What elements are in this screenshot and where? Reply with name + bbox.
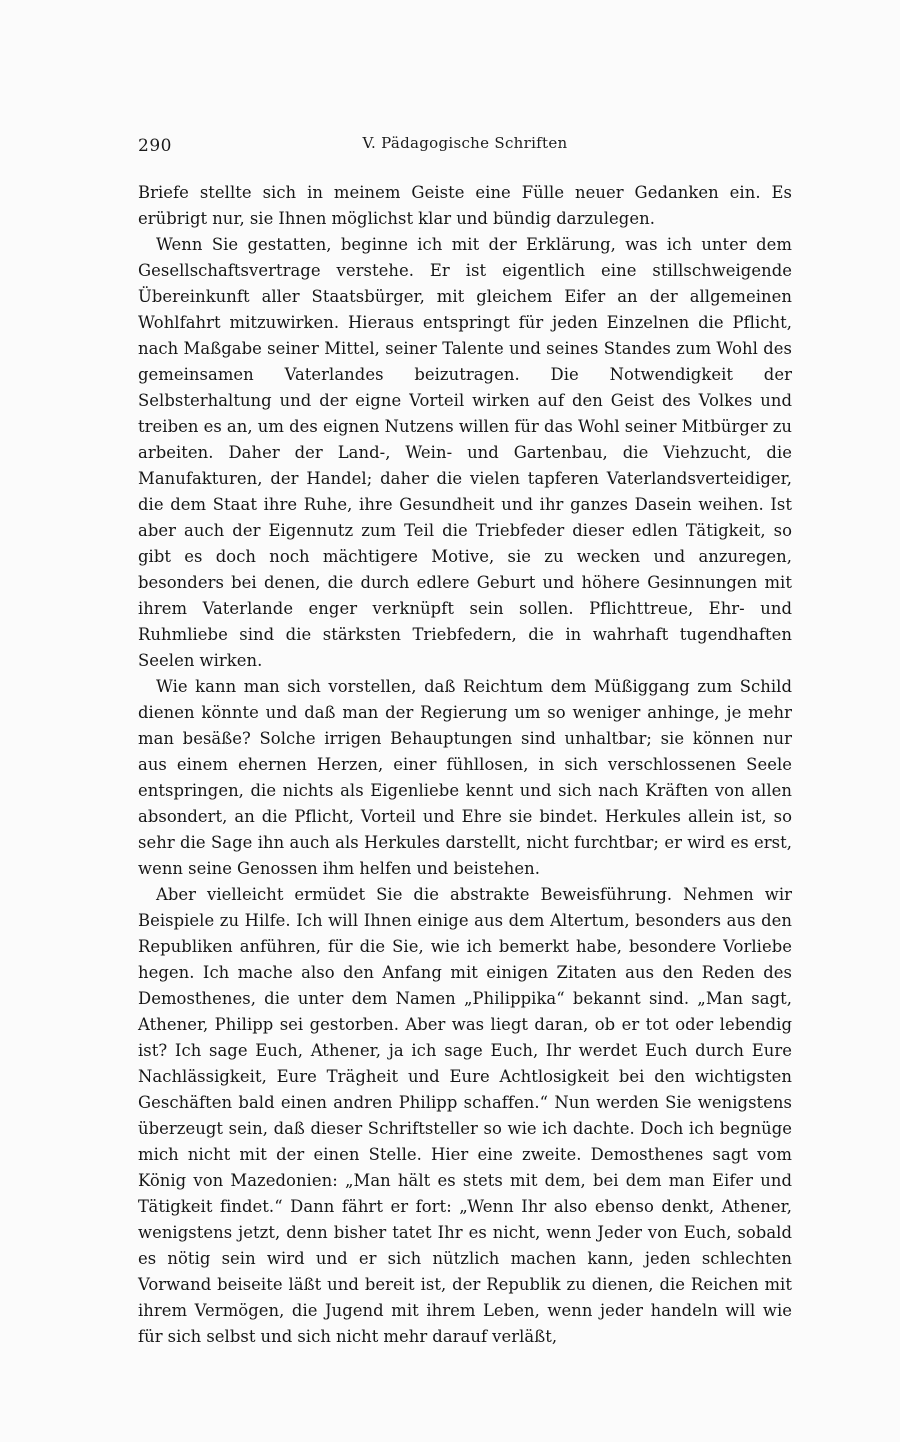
running-title: V. Pädagogische Schriften bbox=[362, 134, 568, 152]
book-page bbox=[138, 132, 792, 1350]
paragraph-social-contract: Wenn Sie gestatten, beginne ich mit der Erklärung, was ich unter dem Gesellschaftsvertrage verstehe. Er ist eigentlich eine stillschweigende Übereinkunft aller Staatsbürger, mit gleichem Eifer an der allgemeinen Wohlfahrt mitzuwirken. Hieraus entspringt für jeden Einzelnen die Pflicht, nach Maßgabe seiner Mittel, seiner Talente und seines Standes zum Wohl des gemeinsamen Vaterlandes beizutragen. Die Notwendigkeit der Selbsterhaltung und der eigne Vorteil wirken auf den Geist des Volkes und treiben es an, um des eignen Nutzens willen für das Wohl seiner Mitbürger zu arbeiten. Daher der Land-, Wein- und Gartenbau, die Viehzucht, die Manufakturen, der Handel; daher die vielen tapferen Vaterlandsverteidiger, die dem Staat ihre Ruhe, ihre Gesundheit und ihr ganzes Dasein weihen. Ist aber auch der Eigennutz zum Teil die Triebfeder dieser edlen Tätigkeit, so gibt es doch noch mächtigere Motive, sie zu wecken und anzuregen, besonders bei denen, die durch edlere Geburt und höhere Gesinnungen mit ihrem Vaterlande enger verknüpft sein sollen. Pflichttreue, Ehr- und Ruhmliebe sind die stärksten Triebfedern, die in wahrhaft tugendhaften Seelen wirken. bbox=[138, 235, 792, 670]
paragraph-continuation: Briefe stellte sich in meinem Geiste eine Fülle neuer Gedanken ein. Es erübrigt nur, sie Ihnen möglichst klar und bündig darzulegen. bbox=[138, 183, 792, 228]
page-number: 290 bbox=[138, 136, 172, 156]
paragraph-demosthenes: Aber vielleicht ermüdet Sie die abstrakte Beweisführung. Nehmen wir Beispiele zu Hilfe. Ich will Ihnen einige aus dem Altertum, besonders aus den Republiken anführen, für die Sie, wie ich bemerkt habe, besondere Vorliebe hegen. Ich mache also den Anfang mit einigen Zitaten aus den Reden des Demosthenes, die unter dem Namen „Philippika“ bekannt sind. „Man sagt, Athener, Philipp sei gestorben. Aber was liegt daran, ob er tot oder lebendig ist? Ich sage Euch, Athener, ja ich sage Euch, Ihr werdet Euch durch Eure Nachlässigkeit, Eure Trägheit und Eure Achtlosigkeit bei den wichtigsten Geschäften bald einen andren Philipp schaffen.“ Nun werden Sie wenigstens überzeugt sein, daß dieser Schriftsteller so wie ich dachte. Doch ich begnüge mich nicht mit der einen Stelle. Hier eine zweite. Demosthenes sagt vom König von Mazedonien: „Man hält es stets mit dem, bei dem man Eifer und Tätigkeit findet.“ Dann fährt er fort: „Wenn Ihr also ebenso denkt, Athener, wenigstens jetzt, denn bisher tatet Ihr es nicht, wenn Jeder von Euch, sobald es nötig sein wird und er sich nützlich machen kann, jeden schlechten Vorwand beiseite läßt und bereit ist, der Republik zu dienen, die Reichen mit ihrem Vermögen, die Jugend mit ihrem Leben, wenn jeder handeln will wie für sich selbst und sich nicht mehr darauf verläßt, bbox=[138, 885, 792, 1346]
body-text bbox=[138, 180, 792, 1350]
paragraph-wealth: Wie kann man sich vorstellen, daß Reichtum dem Müßiggang zum Schild dienen könnte und daß man der Regierung um so weniger anhinge, je mehr man besäße? Solche irrigen Behauptungen sind unhaltbar; sie können nur aus einem ehernen Herzen, einer fühllosen, in sich verschlossenen Seele entspringen, die nichts als Eigenliebe kennt und sich nach Kräften von allen absondert, an die Pflicht, Vorteil und Ehre sie bindet. Herkules allein ist, so sehr die Sage ihn auch als Herkules darstellt, nicht furchtbar; er wird es erst, wenn seine Genossen ihm helfen und beistehen. bbox=[138, 677, 792, 878]
running-header bbox=[138, 132, 792, 158]
